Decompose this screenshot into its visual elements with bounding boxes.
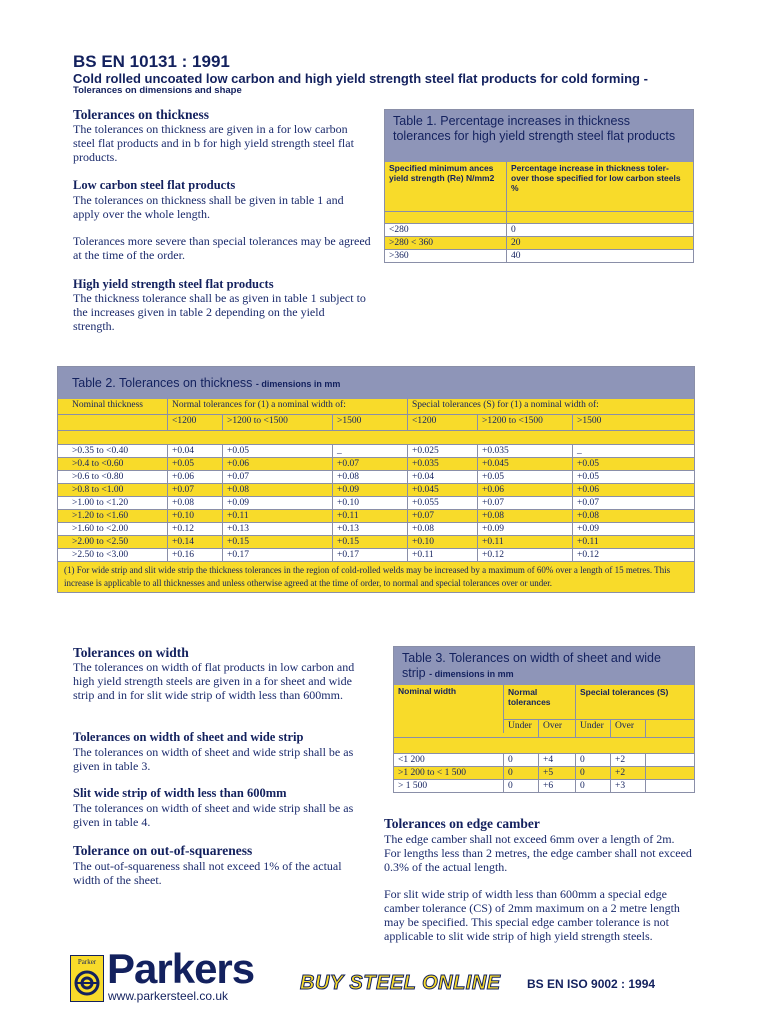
table-cell: +0.10 — [408, 536, 478, 549]
table-cell: +0.06 — [223, 458, 333, 471]
slit-width-text: The tolerances on width of sheet and wide strip shall be as given in table 4. — [73, 801, 354, 829]
table-2-nominal-header: Nominal thickness — [58, 399, 168, 415]
table-2-footnote: (1) For wide strip and slit wide strip the thickness tolerances in the region of cold-rolled welds may be increased by a maximum of 60% over a length of 15 metres. This increase is applicable to all thicknesses and unless otherwise agreed at the time of order, to normal and special tolerances over or under. — [58, 562, 694, 592]
iso-certification: BS EN ISO 9002 : 1994 — [527, 977, 656, 991]
document-subtitle: Cold rolled uncoated low carbon and high yield strength steel flat products for cold forming - — [73, 71, 648, 86]
low-carbon-text: The tolerances on thickness shall be given in table 1 and apply over the whole length. — [73, 193, 344, 221]
table-1 — [384, 109, 694, 263]
table-cell: +0.11 — [333, 510, 408, 523]
table-cell: +0.12 — [478, 549, 573, 562]
table-1-col1-header: Specified minimum ances yield strength (Re) N/mm2 — [385, 162, 507, 212]
table-row: <280 0 — [385, 224, 693, 237]
table-row — [394, 780, 694, 792]
table-3-nominal-header: Nominal width — [394, 685, 504, 733]
table-cell: +0.13 — [333, 523, 408, 536]
website-link[interactable]: www.parkersteel.co.uk — [108, 989, 229, 1003]
table-2-width-header: >1200 to <1500 — [478, 415, 573, 431]
table-cell: +2 — [611, 754, 646, 767]
table-row — [58, 497, 694, 510]
table-cell: +0.06 — [478, 484, 573, 497]
table-cell: +0.06 — [168, 471, 223, 484]
buy-steel-online-link[interactable]: BUY STEEL ONLINE — [300, 972, 501, 994]
table-cell: >1.00 to <1.20 — [58, 497, 168, 510]
table-row — [58, 536, 694, 549]
table-3 — [393, 646, 695, 793]
sheet-width-text: The tolerances on width of sheet and wide strip shall be as given in table 3. — [73, 745, 354, 773]
table-cell: +0.04 — [168, 445, 223, 458]
table-3-title: Table 3. Tolerances on width of sheet and wide strip — [402, 651, 661, 680]
table-cell: +0.10 — [333, 497, 408, 510]
table-2-width-header: <1200 — [168, 415, 223, 431]
squareness-heading: Tolerance on out-of-squareness — [73, 843, 253, 858]
table-cell: >2.50 to <3.00 — [58, 549, 168, 562]
table-cell: >1.20 to <1.60 — [58, 510, 168, 523]
table-cell: +0.11 — [573, 536, 694, 549]
width-heading: Tolerances on width — [73, 645, 189, 660]
thickness-intro: The tolerances on thickness are given in a for low carbon steel flat products and in b for high yield strength steel flat products. — [73, 122, 354, 164]
slit-width-heading: Slit wide strip of width less than 600mm — [73, 786, 287, 800]
table-cell: +0.05 — [478, 471, 573, 484]
sheet-width-heading: Tolerances on width of sheet and wide strip — [73, 730, 304, 744]
table-cell: >1.60 to <2.00 — [58, 523, 168, 536]
table-1-col2-header: Percentage increase in thickness toler- over those specified for low carbon steels % — [507, 162, 693, 212]
table-cell: 0 — [504, 767, 539, 780]
table-cell: +0.05 — [573, 471, 694, 484]
table-3-units: - dimensions in mm — [429, 669, 514, 679]
under-label: Under — [576, 720, 611, 737]
table-cell: +5 — [539, 767, 576, 780]
under-label: Under — [504, 720, 539, 737]
table-cell: +0.07 — [573, 497, 694, 510]
table-row — [58, 510, 694, 523]
table-2-special-header: Special tolerances (S) for (1) a nominal width of: — [408, 399, 694, 415]
parkers-logo: Parkers — [107, 945, 255, 992]
table-cell: >0.8 to <1.00 — [58, 484, 168, 497]
table-cell: +0.17 — [223, 549, 333, 562]
table-2-units: - dimensions in mm — [255, 379, 341, 389]
table-cell: <1 200 — [394, 754, 504, 767]
table-cell: +0.08 — [168, 497, 223, 510]
low-carbon-heading: Low carbon steel flat products — [73, 178, 236, 192]
table-2-width-header: >1200 to <1500 — [223, 415, 333, 431]
table-cell: _ — [333, 445, 408, 458]
table-row: >280 < 360 20 — [385, 237, 693, 250]
table-cell: +0.12 — [168, 523, 223, 536]
table-2 — [57, 366, 695, 593]
table-cell: > 1 500 — [394, 780, 504, 792]
table-cell: >2.00 to <2.50 — [58, 536, 168, 549]
table-cell: +0.035 — [408, 458, 478, 471]
table-cell: +0.09 — [223, 497, 333, 510]
table-cell: +0.09 — [573, 523, 694, 536]
table-cell: +0.07 — [333, 458, 408, 471]
table-3-normal-header: Normal tolerances — [508, 687, 551, 707]
table-cell: 0 — [576, 780, 611, 792]
table-cell: 0 — [576, 754, 611, 767]
table-cell: +0.11 — [408, 549, 478, 562]
table-2-width-header: <1200 — [408, 415, 478, 431]
table-cell: +0.05 — [223, 445, 333, 458]
document-title: BS EN 10131 : 1991 — [73, 52, 230, 71]
table-cell: >0.4 to <0.60 — [58, 458, 168, 471]
table-cell: +0.07 — [223, 471, 333, 484]
table-2-width-header: >1500 — [573, 415, 694, 431]
table-cell: +0.10 — [168, 510, 223, 523]
table-cell: +0.12 — [573, 549, 694, 562]
table-cell: +0.14 — [168, 536, 223, 549]
table-cell: +0.09 — [478, 523, 573, 536]
camber-text-2: For slit wide strip of width less than 600mm a special edge camber tolerance (CS) of 2mm maximum on a 2 metre length may be specified. This special edge camber tolerance is not applicable to slit wide strip of high yield strength steels. — [384, 887, 680, 943]
table-cell: >0.35 to <0.40 — [58, 445, 168, 458]
table-cell: +0.045 — [408, 484, 478, 497]
table-cell: >1 200 to < 1 500 — [394, 767, 504, 780]
over-label: Over — [611, 720, 646, 737]
table-row — [58, 458, 694, 471]
camber-heading: Tolerances on edge camber — [384, 816, 540, 831]
table-row — [58, 445, 694, 458]
table-cell: +0.09 — [333, 484, 408, 497]
document-subtitle-2: Tolerances on dimensions and shape — [73, 85, 242, 96]
table-cell: +0.11 — [478, 536, 573, 549]
over-label: Over — [543, 721, 562, 731]
table-cell: +0.045 — [478, 458, 573, 471]
table-cell: +0.08 — [223, 484, 333, 497]
table-cell: _ — [573, 445, 694, 458]
table-cell: +0.08 — [333, 471, 408, 484]
table-cell: +0.13 — [223, 523, 333, 536]
table-cell: 0 — [504, 780, 539, 792]
table-cell: +0.055 — [408, 497, 478, 510]
parker-logo-mark — [70, 955, 104, 1002]
table-3-special-header: Special tolerances (S) — [580, 687, 669, 697]
table-cell: +0.08 — [408, 523, 478, 536]
table-cell: +0.05 — [573, 458, 694, 471]
thickness-heading: Tolerances on thickness — [73, 107, 210, 122]
table-row — [58, 549, 694, 562]
table-cell: +6 — [539, 780, 576, 792]
logo-small-text: Parker — [77, 958, 97, 966]
table-2-title: Table 2. Tolerances on thickness — [72, 376, 253, 390]
table-cell: +3 — [611, 780, 646, 792]
table-cell: +0.07 — [408, 510, 478, 523]
table-1-title: Table 1. Percentage increases in thickness tolerances for high yield strength steel flat products — [385, 110, 693, 162]
high-yield-heading: High yield strength steel flat products — [73, 277, 274, 291]
table-cell: +0.08 — [478, 510, 573, 523]
severe-text: Tolerances more severe than special tolerances may be agreed at the time of the order. — [73, 234, 371, 262]
table-cell: +0.06 — [573, 484, 694, 497]
logo-emblem-icon — [72, 968, 102, 998]
table-row — [58, 523, 694, 536]
table-cell: >0.6 to <0.80 — [58, 471, 168, 484]
table-cell: +0.15 — [333, 536, 408, 549]
table-cell: 0 — [576, 767, 611, 780]
table-cell: +4 — [539, 754, 576, 767]
width-intro: The tolerances on width of flat products in low carbon and high yield strength steels are given in a for sheet and wide strip and in for slit wide strip of width less than 600mm. — [73, 660, 355, 702]
table-row — [394, 767, 694, 780]
high-yield-text: The thickness tolerance shall be as given in table 1 subject to the increases given in table 2 depending on the yield strength. — [73, 291, 366, 333]
table-cell: +0.16 — [168, 549, 223, 562]
squareness-text: The out-of-squareness shall not exceed 1% of the actual width of the sheet. — [73, 859, 342, 887]
table-row — [58, 471, 694, 484]
table-2-width-header: >1500 — [333, 415, 408, 431]
table-cell: +0.11 — [223, 510, 333, 523]
table-row: >360 40 — [385, 250, 693, 262]
table-cell: +0.08 — [573, 510, 694, 523]
table-row — [394, 754, 694, 767]
table-cell: +0.15 — [223, 536, 333, 549]
table-cell: +0.05 — [168, 458, 223, 471]
table-cell: +0.07 — [478, 497, 573, 510]
table-cell: +2 — [611, 767, 646, 780]
table-cell: +0.17 — [333, 549, 408, 562]
table-cell: +0.07 — [168, 484, 223, 497]
table-cell: +0.035 — [478, 445, 573, 458]
table-cell: +0.04 — [408, 471, 478, 484]
table-cell: +0.025 — [408, 445, 478, 458]
table-row — [58, 484, 694, 497]
table-cell: 0 — [504, 754, 539, 767]
table-2-normal-header: Normal tolerances for (1) a nominal width of: — [168, 399, 408, 415]
camber-text-1: The edge camber shall not exceed 6mm over a length of 2m. For lengths less than 2 metres, the edge camber shall not exceed 0.3% of the actual length. — [384, 832, 692, 874]
